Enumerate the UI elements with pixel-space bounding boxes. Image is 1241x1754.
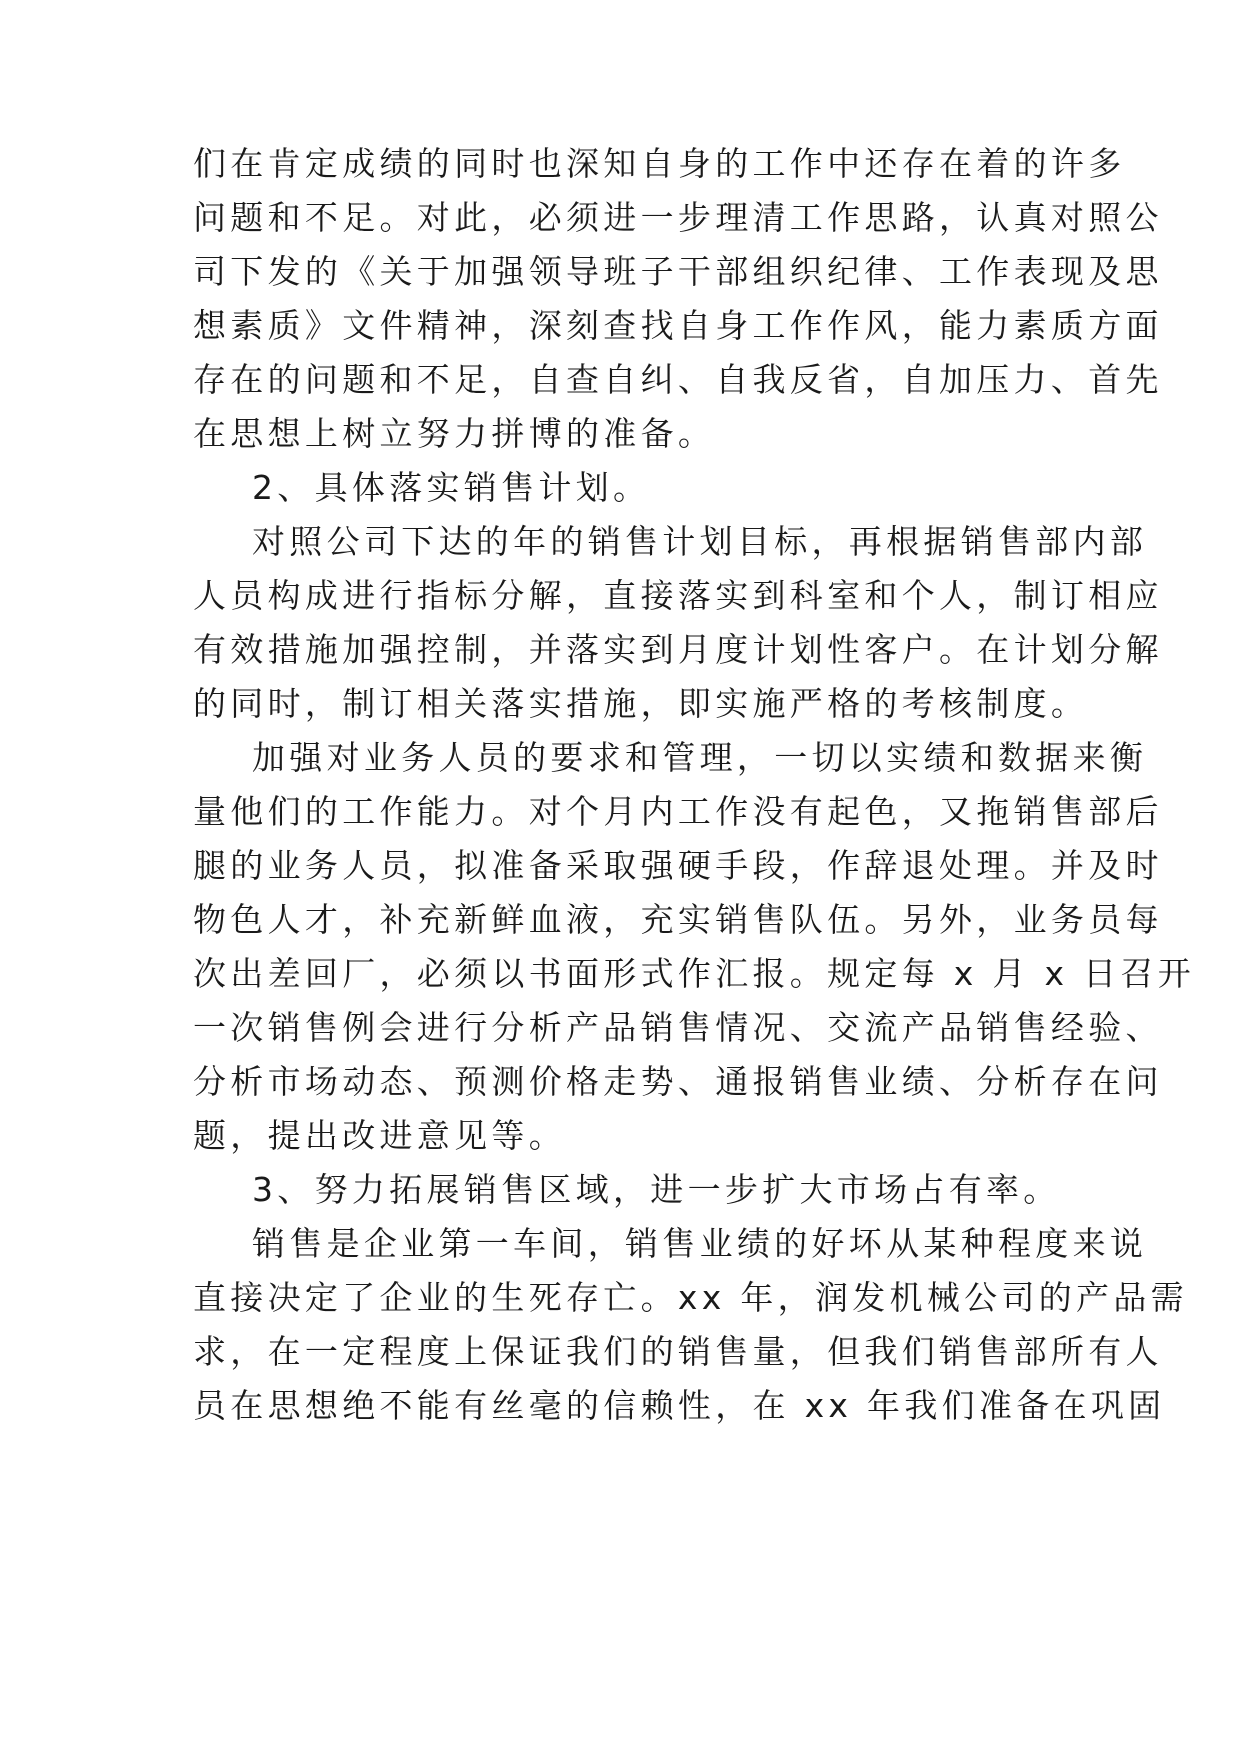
section-heading: 2、具体落实销售计划。 (252, 468, 651, 507)
paragraph-line: 有效措施加强控制，并落实到月度计划性客户。在计划分解 (193, 630, 1163, 669)
paragraph-line: 分析市场动态、预测价格走势、通报销售业绩、分析存在问 (193, 1062, 1163, 1101)
paragraph-line: 量他们的工作能力。对个月内工作没有起色，又拖销售部后 (193, 792, 1163, 831)
paragraph-line: 司下发的《关于加强领导班子干部组织纪律、工作表现及思 (193, 252, 1163, 291)
paragraph-line: 腿的业务人员，拟准备采取强硬手段，作辞退处理。并及时 (193, 846, 1163, 885)
paragraph-line: 想素质》文件精神，深刻查找自身工作作风，能力素质方面 (193, 306, 1163, 345)
paragraph-line: 题，提出改进意见等。 (193, 1116, 566, 1155)
paragraph-line: 直接决定了企业的生死存亡。xx 年，润发机械公司的产品需 (193, 1278, 1188, 1317)
paragraph-line: 次出差回厂，必须以书面形式作汇报。规定每 x 月 x 日召开 (193, 954, 1196, 993)
paragraph-line: 员在思想绝不能有丝毫的信赖性，在 xx 年我们准备在巩固 (193, 1386, 1166, 1425)
paragraph-line: 加强对业务人员的要求和管理，一切以实绩和数据来衡 (252, 738, 1148, 777)
paragraph-line: 存在的问题和不足，自查自纠、自我反省，自加压力、首先 (193, 360, 1163, 399)
paragraph-line: 求，在一定程度上保证我们的销售量，但我们销售部所有人 (193, 1332, 1163, 1371)
paragraph-line: 的同时，制订相关落实措施，即实施严格的考核制度。 (193, 684, 1089, 723)
paragraph-line: 对照公司下达的年的销售计划目标，再根据销售部内部 (252, 522, 1148, 561)
paragraph-line: 人员构成进行指标分解，直接落实到科室和个人，制订相应 (193, 576, 1163, 615)
paragraph-line: 们在肯定成绩的同时也深知自身的工作中还存在着的许多 (193, 144, 1126, 183)
paragraph-line: 物色人才，补充新鲜血液，充实销售队伍。另外，业务员每 (193, 900, 1163, 939)
paragraph-line: 问题和不足。对此，必须进一步理清工作思路，认真对照公 (193, 198, 1163, 237)
section-heading: 3、努力拓展销售区域，进一步扩大市场占有率。 (252, 1170, 1061, 1209)
paragraph-line: 销售是企业第一车间，销售业绩的好坏从某种程度来说 (252, 1224, 1148, 1263)
paragraph-line: 一次销售例会进行分析产品销售情况、交流产品销售经验、 (193, 1008, 1163, 1047)
paragraph-line: 在思想上树立努力拼博的准备。 (193, 414, 716, 453)
